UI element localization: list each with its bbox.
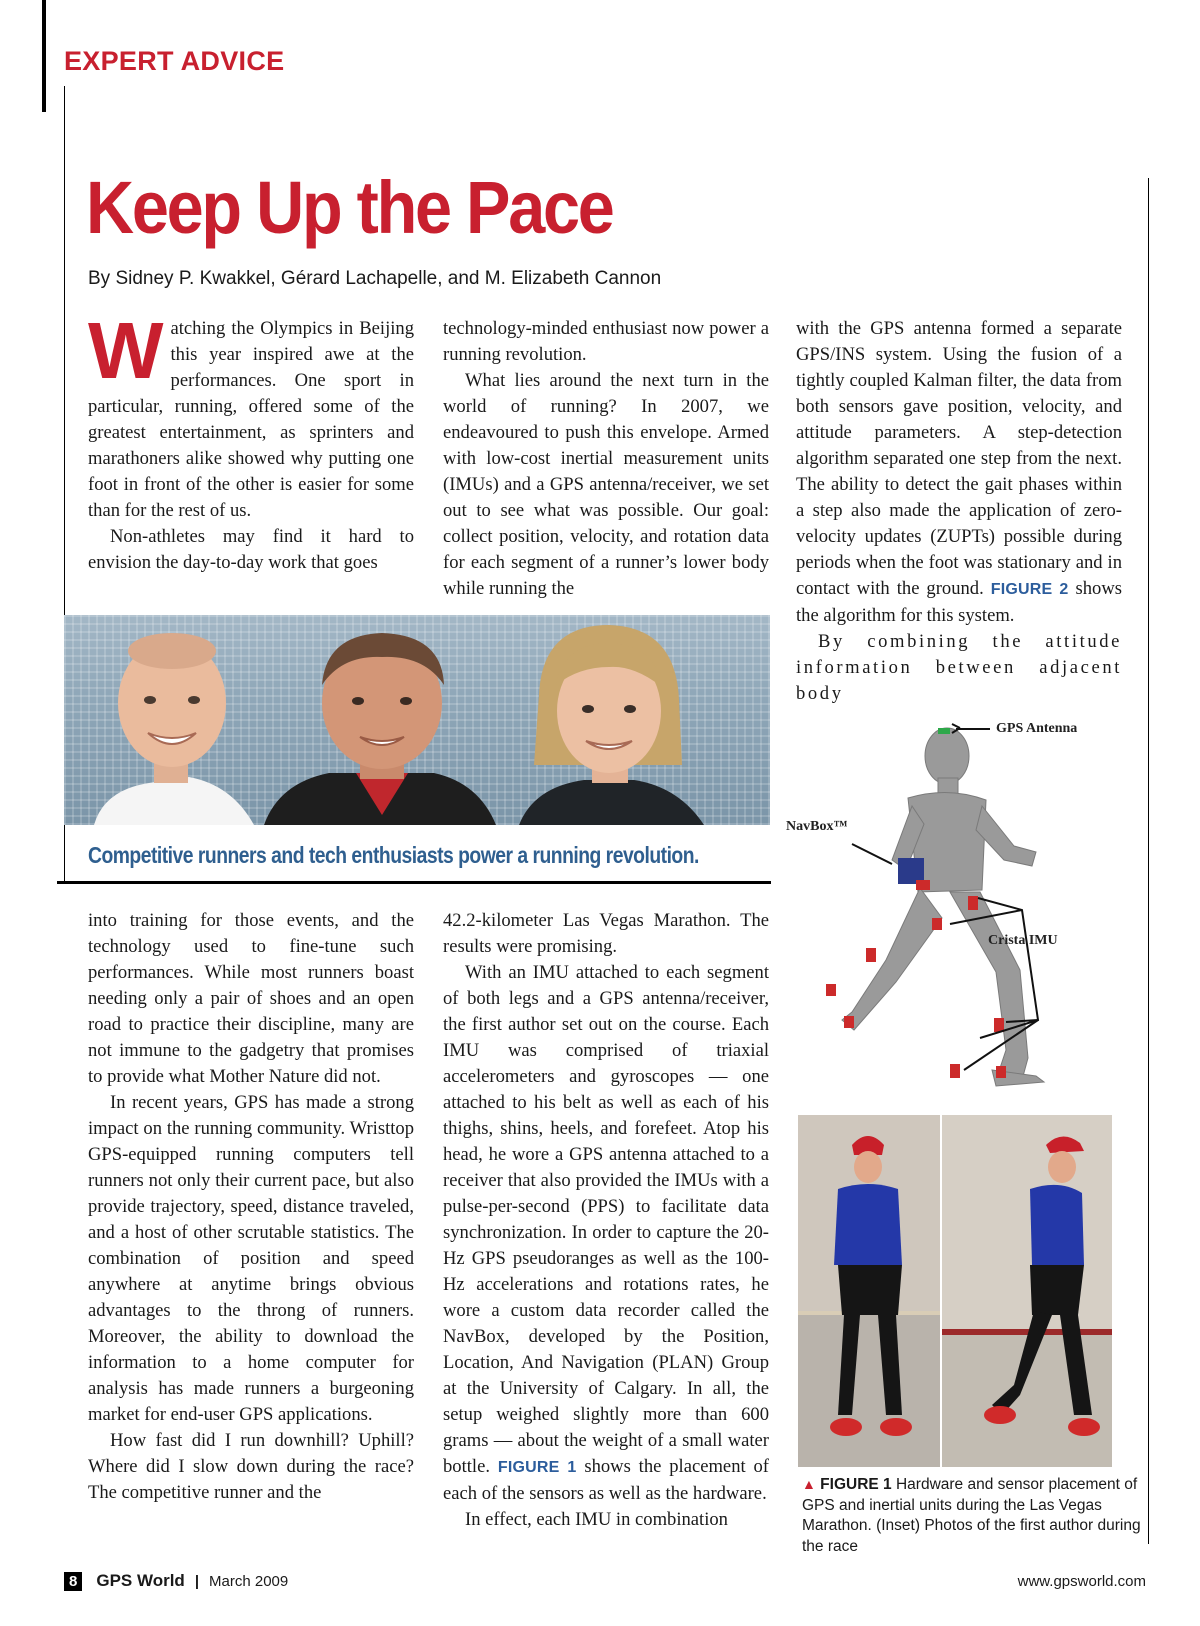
article-paragraph: Non-athletes may find it hard to envision the day-to-day work that goes xyxy=(88,526,414,573)
author-portrait-right xyxy=(519,625,704,825)
figure-1-caption-text: Hardware and sensor placement of GPS and inertial units during the Las Vegas Marathon. (Inset) Photos of the first author during the race xyxy=(802,1476,1141,1555)
headline: Keep Up the Pace xyxy=(86,166,613,249)
article-paragraph: What lies around the next turn in the world of running? In 2007, we endeavoured to push this envelope. Armed with low-cost inertial measurement units (IMUs) and a GPS antenna/receiver, we set out to see what was possible. Our goal: collect position, velocity, and rotation data for each segment of a runner’s lower body while running the xyxy=(443,370,769,599)
author-portrait-left xyxy=(94,633,254,825)
figure-1-sensor-diagram xyxy=(786,720,1160,1110)
drop-cap: W xyxy=(88,306,161,395)
navbox-label: NavBox™ xyxy=(786,819,848,834)
article-paragraph: technology-minded enthusiast now power a running revolution. xyxy=(443,318,769,365)
article-column-2-top xyxy=(443,316,769,602)
figure-1-caption-label: FIGURE 1 xyxy=(820,1476,892,1493)
imu-shin-left-marker xyxy=(826,984,836,996)
article-paragraph: with the GPS antenna formed a separate GPS/INS system. Using the fusion of a tightly coupled Kalman filter, the data from both sensors gave position, velocity, and attitude parameters. A step-detection algorithm separated one step from the next. The ability to detect the gait phases within a step also made the application of zero-velocity updates (ZUPTs) possible during periods when the foot was stationary and in contact with the ground. FIGURE 2 shows the algorithm for this system. xyxy=(796,318,1122,626)
byline: By Sidney P. Kwakkel, Gérard Lachapelle, and M. Elizabeth Cannon xyxy=(88,268,662,289)
runner-photo-side xyxy=(942,1115,1112,1467)
runner-photo-front xyxy=(798,1115,940,1467)
article-column-2-bottom xyxy=(443,908,769,1533)
magazine-name: GPS World xyxy=(96,1571,185,1590)
article-column-1-top xyxy=(88,306,414,576)
issue-date: March 2009 xyxy=(209,1572,289,1590)
article-paragraph: With an IMU attached to each segment of both legs and a GPS antenna/receiver, the first author set out on the course. Each IMU was comprised of triaxial accelerometers and gyroscopes — one attached to his belt as well as each of his thighs, shins, heels, and forefeet. Atop his head, he wore a GPS antenna attached to a receiver that also provided the IMUs with a pulse-per-second (PPS) to facilitate data synchronization. In order to capture the 20-Hz GPS pseudoranges as well as the 100-Hz accelerations and rotations rates, he wore a custom data recorder called the NavBox, developed by the Position, Location, And Navigation (PLAN) Group at the University of Calgary. In all, the setup weighed slightly more than 600 grams — about the weight of a small water bottle. FIGURE 1 shows the placement of each of the sensors as well as the hardware. xyxy=(443,962,769,1504)
imu-thigh-marker xyxy=(932,918,942,930)
imu-heel-right-marker xyxy=(950,1064,960,1078)
section-label: EXPERT ADVICE xyxy=(64,46,285,76)
imu-belt-marker xyxy=(916,880,930,890)
article-column-1-bottom xyxy=(88,908,414,1506)
article-paragraph: How fast did I run downhill? Uphill? Where did I slow down during the race? The competitive runner and the xyxy=(88,1430,414,1503)
footer-left xyxy=(64,1571,288,1591)
website-url[interactable]: www.gpsworld.com xyxy=(1017,1573,1146,1590)
gps-antenna-label: GPS Antenna xyxy=(996,721,1078,736)
top-left-vertical-rule xyxy=(42,0,46,112)
photo-caption: Competitive runners and tech enthusiasts power a running revolution. xyxy=(88,842,699,868)
imu-shin-right-marker xyxy=(994,1018,1004,1032)
article-paragraph: Watching the Olympics in Beijing this year inspired awe at the performances. One sport in particular, running, offered some of the greatest entertainment, as sprinters and marathoners alike showed why putting one foot in front of the other is easier for some than for the rest of us. xyxy=(88,306,414,521)
figure-1-caption xyxy=(802,1474,1152,1557)
inset-photo-left xyxy=(798,1115,940,1467)
figure-2-reference[interactable]: FIGURE 2 xyxy=(990,581,1069,598)
article-paragraph: In effect, each IMU in combination xyxy=(465,1509,728,1530)
gps-antenna-marker xyxy=(938,728,950,734)
imu-foot-left-marker xyxy=(844,1016,854,1028)
article-paragraph: into training for those events, and the technology used to fine-tune such performances. While most runners boast needing only a pair of shoes and an open road to practice their discipline, many are not immune to the gadgetry that promises to provide what Mother Nature did not. xyxy=(88,910,414,1087)
banner-bottom-rule xyxy=(57,881,771,884)
article-paragraph: 42.2-kilometer Las Vegas Marathon. The results were promising. xyxy=(443,910,769,957)
caption-triangle-icon: ▲ xyxy=(802,1476,816,1492)
author-portraits xyxy=(64,615,770,825)
author-photos xyxy=(64,615,770,825)
imu-thigh-right-marker xyxy=(968,896,978,910)
imu-forefoot-right-marker xyxy=(996,1066,1006,1078)
page-number: 8 xyxy=(64,1572,82,1591)
figure-1-reference[interactable]: FIGURE 1 xyxy=(497,1459,577,1476)
article-paragraph: In recent years, GPS has made a strong impact on the running community. Wristtop GPS-equipped running computers tell runners not only their current pace, but also provide trajectory, speed, distance traveled, and a host of other scrutable statistics. The combination of position and speed anywhere at anytime brings obvious advantages to the throng of runners. Moreover, the ability to download the information to a home computer for analysis has made runners a burgeoning market for end-user GPS applications. xyxy=(88,1092,414,1425)
imu-thigh-left-marker xyxy=(866,948,876,962)
crista-imu-label: Crista IMU xyxy=(988,933,1058,948)
inset-photo-right xyxy=(942,1115,1112,1467)
article-column-3 xyxy=(796,316,1122,707)
article-paragraph: By combining the attitude information between adjacent body xyxy=(796,631,1122,704)
author-portrait-middle xyxy=(264,633,496,825)
footer-separator: | xyxy=(194,1572,200,1590)
